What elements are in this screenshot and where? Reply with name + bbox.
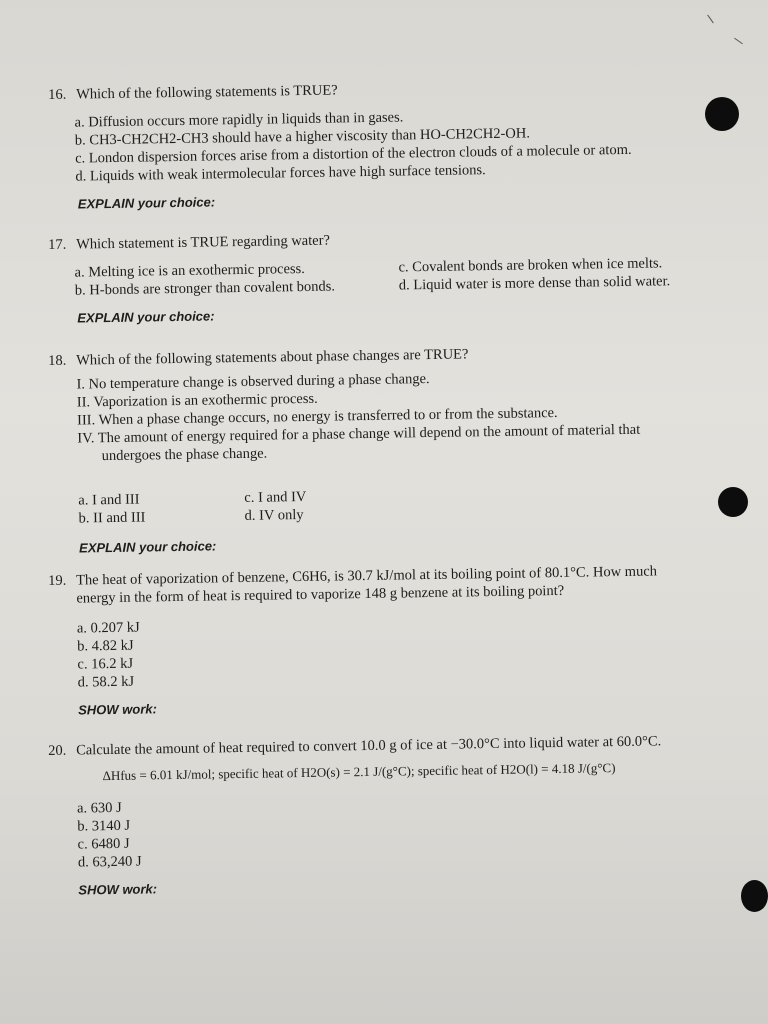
option-20c: c. 6480 J — [77, 835, 130, 853]
option-16c: c. London dispersion forces arise from a distortion of the electron clouds of a molecule or atom. — [75, 141, 632, 167]
explain-prompt-18: EXPLAIN your choice: — [78, 538, 217, 556]
question-text: The heat of vaporization of benzene, C6H6, is 30.7 kJ/mol at its boiling point of 80.1°C. How much — [76, 563, 658, 589]
option-17d: d. Liquid water is more dense than solid water. — [398, 273, 671, 294]
binder-hole-bottom — [741, 880, 768, 912]
statement-18-I: I. No temperature change is observed during a phase change. — [76, 371, 430, 393]
option-16d: d. Liquids with weak intermolecular forces have high surface tensions. — [75, 162, 486, 185]
question-18-stem — [48, 343, 639, 370]
question-text: Which of the following statements about phase changes are TRUE? — [76, 346, 469, 369]
option-17c: c. Covalent bonds are broken when ice melts. — [398, 255, 663, 276]
option-16a: a. Diffusion occurs more rapidly in liquids than in gases. — [74, 109, 404, 131]
question-19 — [48, 562, 659, 720]
pen-mark — [707, 15, 714, 24]
question-18 — [48, 343, 642, 558]
question-17-stem — [48, 232, 330, 254]
question-16 — [48, 77, 632, 214]
question-20 — [48, 732, 664, 900]
statement-18-IV: IV. The amount of energy required for a phase change will depend on the amount of material that — [77, 421, 641, 447]
option-17a: a. Melting ice is an exothermic process. — [74, 260, 306, 281]
statement-18-IV-continued: undergoes the phase change. — [101, 445, 268, 465]
option-18d: d. IV only — [244, 507, 304, 524]
question-16-stem — [48, 77, 631, 104]
option-20b: b. 3140 J — [77, 817, 131, 835]
question-number: 18. — [48, 352, 67, 369]
option-20a: a. 630 J — [76, 799, 122, 817]
question-text: Which of the following statements is TRUE? — [76, 82, 338, 103]
statement-18-II: II. Vaporization is an exothermic process. — [76, 390, 318, 411]
option-19d: d. 58.2 kJ — [77, 673, 135, 691]
option-19c: c. 16.2 kJ — [77, 655, 134, 673]
option-17b: b. H-bonds are stronger than covalent bonds. — [74, 278, 336, 299]
option-19a: a. 0.207 kJ — [76, 619, 140, 637]
option-18b: b. II and III — [78, 509, 146, 527]
question-20-stem — [48, 732, 661, 760]
show-work-prompt-19: SHOW work: — [78, 701, 158, 718]
question-17 — [48, 232, 671, 328]
option-18c: c. I and IV — [244, 488, 307, 506]
option-19b: b. 4.82 kJ — [77, 637, 134, 655]
explain-prompt-16: EXPLAIN your choice: — [77, 194, 216, 212]
option-16b: b. CH3-CH2CH2-CH3 should have a higher viscosity than HO-CH2CH2-OH. — [74, 125, 531, 149]
option-18a: a. I and III — [78, 491, 140, 509]
binder-hole-top — [705, 97, 739, 131]
question-number: 16. — [48, 86, 67, 103]
question-number: 17. — [48, 236, 67, 253]
question-number: 20. — [48, 742, 67, 759]
statement-18-III: III. When a phase change occurs, no energy is transferred to or from the substance. — [76, 405, 558, 429]
question-text: Which statement is TRUE regarding water? — [76, 232, 331, 253]
explain-prompt-17: EXPLAIN your choice: — [77, 308, 215, 326]
question-19-stem-line2: energy in the form of heat is required to vaporize 148 g benzene at its boiling point? — [76, 582, 565, 607]
question-number: 19. — [48, 572, 67, 589]
option-20d: d. 63,240 J — [77, 853, 142, 871]
pen-mark — [734, 38, 743, 45]
question-20-given-data: ΔHfus = 6.01 kJ/mol; specific heat of H2O(s) = 2.1 J/(g°C); specific heat of H2O(l) = 4.18 J/(g°C) — [102, 760, 616, 784]
question-text: Calculate the amount of heat required to convert 10.0 g of ice at −30.0°C into liquid water at 60.0°C. — [76, 733, 662, 759]
binder-hole-middle — [718, 487, 748, 517]
show-work-prompt-20: SHOW work: — [78, 881, 158, 898]
